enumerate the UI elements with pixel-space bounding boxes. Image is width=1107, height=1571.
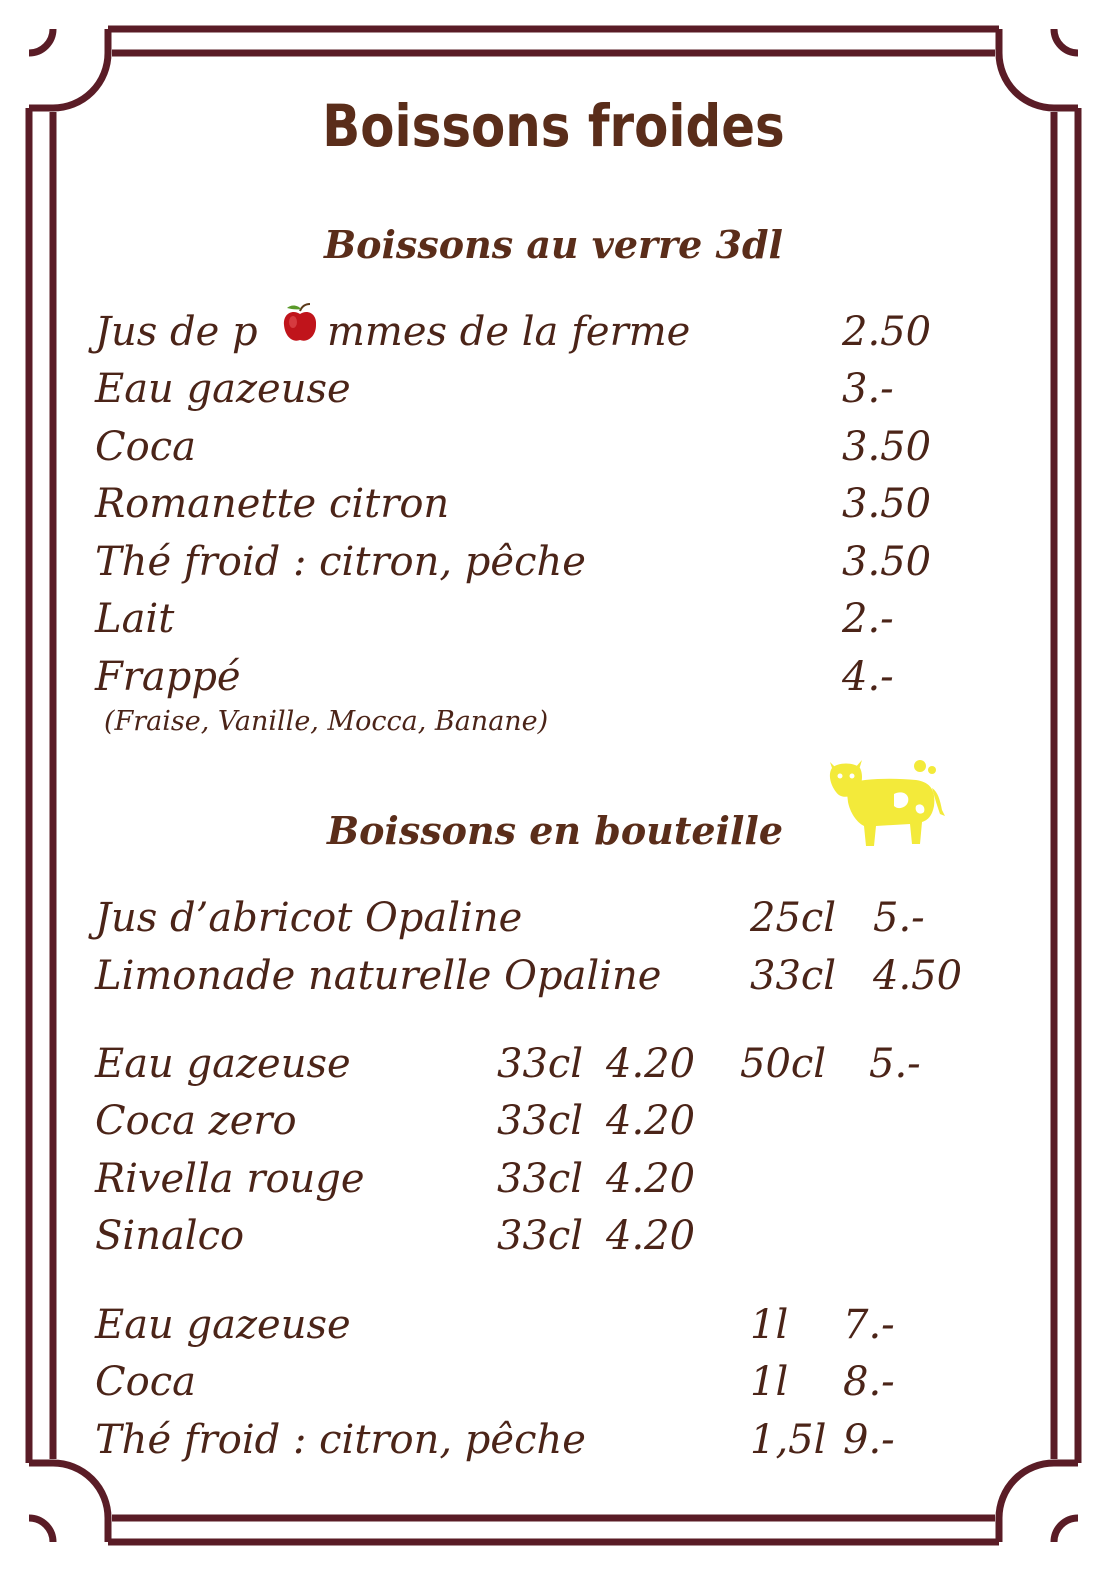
item-name: Coca zero xyxy=(95,1098,297,1144)
item-name: Limonade naturelle Opaline xyxy=(95,953,662,999)
item-name-part1: Jus de p xyxy=(95,309,258,355)
cow-icon xyxy=(824,754,946,848)
item-name: Lait xyxy=(95,596,175,642)
item-price: 4.20 xyxy=(606,1213,696,1259)
item-name: Coca xyxy=(95,1359,196,1405)
item-size: 1,5l xyxy=(750,1417,827,1463)
item-price: 4.20 xyxy=(606,1041,696,1087)
item-price: 2.50 xyxy=(842,309,932,355)
item-price: 4.20 xyxy=(606,1156,696,1202)
item-name: Sinalco xyxy=(95,1213,245,1259)
page-title: Boissons froides xyxy=(322,92,785,160)
item-size: 33cl xyxy=(497,1213,584,1259)
item-price: 3.- xyxy=(842,366,894,412)
item-name-part2: mmes de la ferme xyxy=(327,309,691,355)
item-name: Coca xyxy=(95,424,196,470)
item-name: Eau gazeuse xyxy=(95,366,351,412)
item-price-alt: 5.- xyxy=(869,1041,921,1087)
section-heading-glass: Boissons au verre 3dl xyxy=(324,222,783,267)
item-name: Thé froid : citron, pêche xyxy=(95,1417,586,1463)
item-price: 7.- xyxy=(843,1302,895,1348)
item-size: 33cl xyxy=(497,1098,584,1144)
item-price: 3.50 xyxy=(842,539,932,585)
section-heading-bottle: Boissons en bouteille xyxy=(326,808,784,853)
item-price: 8.- xyxy=(843,1359,895,1405)
item-size: 33cl xyxy=(497,1156,584,1202)
item-price: 4.20 xyxy=(606,1098,696,1144)
item-name: Frappé xyxy=(95,654,241,700)
item-size: 1l xyxy=(750,1302,789,1348)
item-name: Eau gazeuse xyxy=(95,1302,351,1348)
apple-icon xyxy=(280,303,320,345)
item-size-alt: 50cl xyxy=(740,1041,827,1087)
item-price: 9.- xyxy=(843,1417,895,1463)
item-price: 5.- xyxy=(873,895,925,941)
item-price: 4.- xyxy=(842,654,894,700)
item-name: Jus d’abricot Opaline xyxy=(95,895,523,941)
item-size: 1l xyxy=(750,1359,789,1405)
item-price: 4.50 xyxy=(873,953,963,999)
item-price: 3.50 xyxy=(842,481,932,527)
item-note: (Fraise, Vanille, Mocca, Banane) xyxy=(104,706,549,737)
item-price: 2.- xyxy=(842,596,894,642)
item-size: 25cl xyxy=(750,895,837,941)
item-price: 3.50 xyxy=(842,424,932,470)
item-name: Rivella rouge xyxy=(95,1156,365,1202)
item-name: Eau gazeuse xyxy=(95,1041,351,1087)
item-size: 33cl xyxy=(497,1041,584,1087)
item-name: Romanette citron xyxy=(95,481,450,527)
item-size: 33cl xyxy=(750,953,837,999)
item-name: Thé froid : citron, pêche xyxy=(95,539,586,585)
